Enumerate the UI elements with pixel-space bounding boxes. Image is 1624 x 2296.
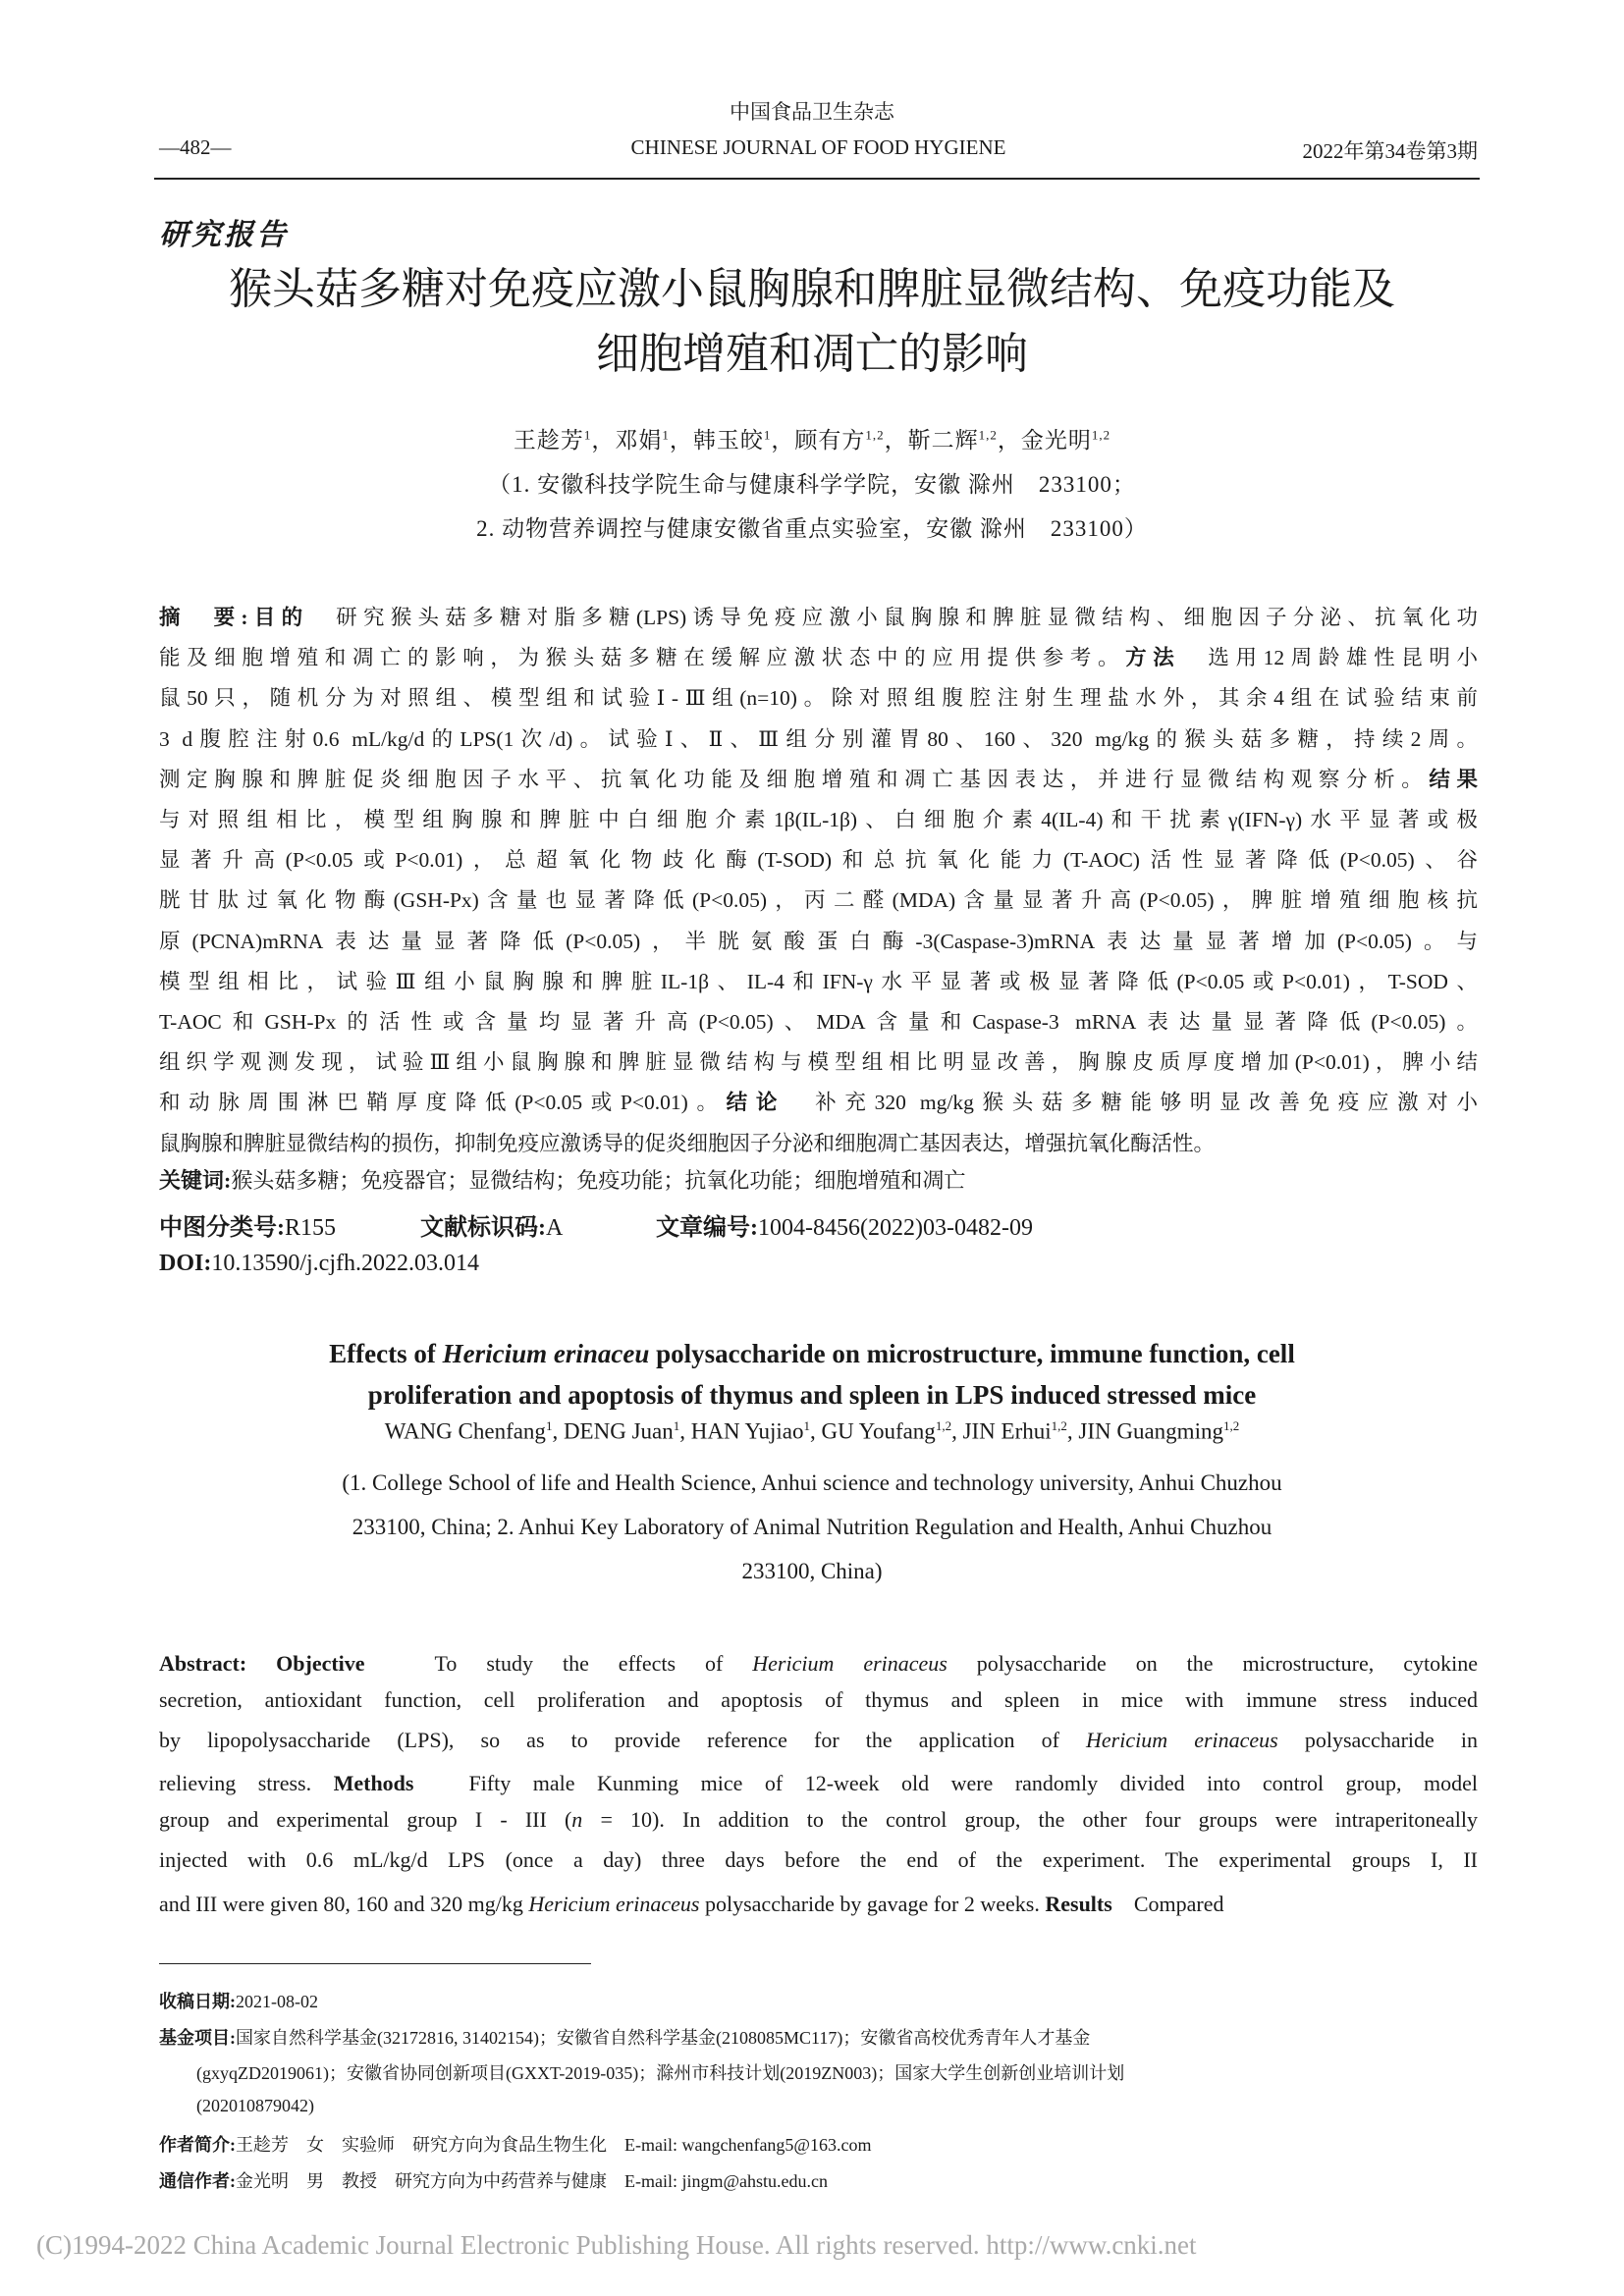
abstract-text: To study the effects of (364, 1651, 753, 1676)
abstract-text: 选用12周龄雄性昆明小 (1180, 646, 1478, 670)
doc-code-label: 文献标识码: (420, 1215, 547, 1241)
author-name: JIN Erhui (962, 1418, 1052, 1444)
english-author-list (0, 1418, 1624, 1445)
author-affiliation-mark: 1,2 (1222, 1418, 1240, 1433)
separator: , (552, 1418, 564, 1444)
footnote-line (159, 1988, 318, 2013)
abstract-heading: 摘 要:目的 (159, 606, 309, 629)
footnote-line (159, 2131, 872, 2157)
header-rule (154, 178, 1480, 180)
page-number: —482— (159, 135, 232, 159)
doi (159, 1251, 479, 1277)
abstract-text: 与对照组相比，模型组胸腺和脾脏中白细胞介素1β(IL-1β)、白细胞介素4(IL-4)和干扰素γ(IFN-γ)水平显著或极 (159, 808, 1478, 831)
keywords (159, 1164, 965, 1195)
footnote-text: 王趁芳 女 实验师 研究方向为食品生物生化 E-mail: wangchenfang5@163.com (236, 2135, 872, 2155)
abstract-text: 和动脉周围淋巴鞘厚度降低(P<0.05或P<0.01)。 (159, 1091, 727, 1115)
abstract-line (159, 1767, 1478, 1797)
doc-code-value: A (546, 1215, 563, 1241)
abstract-text: by lipopolysaccharide (LPS), so as to provide reference for the application of (159, 1727, 1087, 1752)
abstract-line (159, 1045, 1478, 1076)
abstract-text: 胱甘肽过氧化物酶(GSH-Px)含量也显著降低(P<0.05)，丙二醛(MDA)含量显著升高(P<0.05)，脾脏增殖细胞核抗 (159, 888, 1478, 913)
separator: , (810, 1418, 822, 1444)
abstract-line (159, 1127, 1478, 1157)
abstract-heading: Results (1045, 1891, 1112, 1916)
footnote-line (159, 2167, 828, 2193)
abstract-text: group and experimental group I - III ( (159, 1807, 572, 1833)
affiliation-line-2: 2. 动物营养调控与健康安徽省重点实验室，安徽 滁州 233100） (476, 516, 1148, 541)
footnote-line (196, 2096, 314, 2116)
doi-value[interactable]: 10.13590/j.cjfh.2022.03.014 (211, 1251, 479, 1276)
author-name: 金光明 (1020, 428, 1092, 453)
abstract-line (159, 1687, 1478, 1713)
en-title-text: Effects of (329, 1339, 443, 1368)
author-name: WANG Chenfang (384, 1418, 546, 1444)
footnote-label: 基金项目: (159, 2027, 236, 2048)
separator: , (1066, 1418, 1079, 1444)
abstract-heading: 方法 (1125, 646, 1181, 670)
abstract-line (159, 1847, 1478, 1873)
clc-label: 中图分类号: (159, 1215, 285, 1241)
abstract-text: 研究猴头菇多糖对脂多糖(LPS)诱导免疫应激小鼠胸腺和脾脏显微结构、细胞因子分泌、抗氧化功 (308, 606, 1478, 629)
footnote-line (159, 2024, 1090, 2050)
abstract-text: 原(PCNA)mRNA表达量显著降低(P<0.05)，半胱氨酸蛋白酶-3(Caspase-3)mRNA表达量显著增加(P<0.05)。与 (159, 929, 1478, 953)
author-affiliation-mark: 1 (803, 1418, 811, 1433)
abstract-line (159, 722, 1478, 753)
abstract-line (159, 601, 1478, 631)
author-name: 靳二辉 (907, 428, 979, 453)
abstract-text: polysaccharide in (1277, 1727, 1478, 1752)
author-name: 王趁芳 (513, 428, 584, 453)
author-affiliation-mark: 1,2 (1051, 1418, 1067, 1433)
footnote-text: (gxyqZD2019061)；安徽省协同创新项目(GXXT-2019-035)；滁州市科技计划(2019ZN003)；国家大学生创新创业培训计划 (196, 2063, 1125, 2083)
abstract-line (159, 763, 1478, 793)
english-affiliation-line-1: (1. College School of life and Health Science, Anhui science and technology university, Anhui Chuzhou (342, 1470, 1282, 1495)
abstract-heading: Objective (276, 1651, 365, 1676)
abstract-text: and III were given 80, 160 and 320 mg/kg (159, 1891, 529, 1916)
abstract-heading: 结果 (1429, 767, 1478, 791)
abstract-heading: Methods (333, 1771, 414, 1796)
journal-name-cn: 中国食品卫生杂志 (730, 100, 894, 124)
en-title-text: polysaccharide on microstructure, immune function, cell (649, 1339, 1295, 1368)
abstract-heading: Abstract: (159, 1651, 277, 1676)
abstract-text: relieving stress. (159, 1771, 334, 1796)
abstract-line (159, 925, 1478, 955)
separator: ， (591, 428, 616, 453)
abstract-line (159, 803, 1478, 833)
author-affiliation-mark: 1 (673, 1418, 680, 1433)
abstract-text: injected with 0.6 mL/kg/d LPS (once a day) three days before the end of the experiment. The experimental groups I, II (159, 1847, 1478, 1872)
abstract-text: Fifty male Kunming mice of 12-week old were randomly divided into control group, model (413, 1771, 1478, 1796)
footnote-text: 金光明 男 教授 研究方向为中药营养与健康 E-mail: jingm@ahstu.edu.cn (236, 2170, 829, 2191)
abstract-line (159, 1005, 1478, 1036)
abstract-text: Compared (1111, 1891, 1224, 1916)
author-affiliation-mark: 1 (763, 427, 772, 443)
author-list (0, 422, 1624, 454)
author-affiliation-mark: 1 (583, 427, 592, 443)
article-no-label: 文章编号: (656, 1215, 759, 1241)
abstract-text: secretion, antioxidant function, cell proliferation and apoptosis of thymus and spleen in mice with immune stress induced (159, 1686, 1478, 1712)
keywords-value: 猴头菇多糖；免疫器官；显微结构；免疫功能；抗氧化功能；细胞增殖和凋亡 (231, 1168, 966, 1193)
separator: ， (884, 428, 908, 453)
author-name: GU Youfang (821, 1418, 936, 1444)
footnote-text: 2021-08-02 (236, 1992, 318, 2011)
author-name: 韩玉皎 (692, 428, 764, 453)
issue-info: 2022年第34卷第3期 (1302, 139, 1478, 163)
clc-value: R155 (285, 1215, 337, 1241)
title-line-1: 猴头菇多糖对免疫应激小鼠胸腺和脾脏显微结构、免疫功能及 (229, 265, 1395, 313)
abstract-text: 鼠胸腺和脾脏显微结构的损伤，抑制免疫应激诱导的促炎细胞因子分泌和细胞凋亡基因表达，增强抗氧化酶活性。 (159, 1131, 1216, 1155)
abstract-text: polysaccharide on the microstructure, cytokine (947, 1651, 1478, 1676)
footnote-label: 通信作者: (159, 2170, 236, 2191)
abstract-line (159, 843, 1478, 874)
abstract-text: 补充320 mg/kg猴头菇多糖能够明显改善免疫应激对小 (785, 1091, 1478, 1115)
article-no-value: 1004-8456(2022)03-0482-09 (758, 1215, 1033, 1241)
footnote-label: 作者简介: (159, 2135, 236, 2155)
abstract-line (159, 1888, 1478, 1918)
author-affiliation-mark: 1,2 (935, 1418, 952, 1433)
english-title-line-1 (0, 1339, 1624, 1369)
abstract-text: Hericium erinaceus (528, 1891, 700, 1916)
abstract-heading: 结论 (726, 1091, 786, 1115)
footnote-rule (159, 1963, 591, 1964)
author-affiliation-mark: 1,2 (865, 427, 885, 443)
affiliation-line-1: （1. 安徽科技学院生命与健康科学学院，安徽 滁州 233100； (488, 472, 1136, 497)
footnote-label: 收稿日期: (159, 1992, 236, 2011)
abstract-text: polysaccharide by gavage for 2 weeks. (699, 1891, 1046, 1916)
abstract-text: T-AOC和GSH-Px的活性或含量均显著升高(P<0.05)、MDA含量和Caspase-3 mRNA表达量显著降低(P<0.05)。 (159, 1010, 1478, 1034)
author-affiliation-mark: 1,2 (1091, 427, 1111, 443)
abstract-text: 测定胸腺和脾脏促炎细胞因子水平、抗氧化功能及细胞增殖和凋亡基因表达，并进行显微结构观察分析。 (159, 767, 1430, 791)
copyright-watermark: (C)1994-2022 China Academic Journal Electronic Publishing House. All rights reserved. http://www.cnki.net (36, 2230, 1197, 2260)
separator: ， (669, 428, 693, 453)
footnote-text: 国家自然科学基金(32172816, 31402154)；安徽省自然科学基金(2108085MC117)；安徽省高校优秀青年人才基金 (236, 2027, 1091, 2048)
journal-name-en: CHINESE JOURNAL OF FOOD HYGIENE (630, 135, 1006, 159)
author-name: HAN Yujiao (690, 1418, 804, 1444)
doi-label: DOI: (159, 1251, 212, 1276)
author-name: JIN Guangming (1078, 1418, 1223, 1444)
abstract-text: 鼠50只，随机分为对照组、模型组和试验Ⅰ-Ⅲ组(n=10)。除对照组腹腔注射生理盐水外，其余4组在试验结束前 (159, 686, 1478, 711)
author-name: 顾有方 (794, 428, 866, 453)
separator: , (951, 1418, 963, 1444)
english-affiliation-line-2: 233100, China; 2. Anhui Key Laboratory of Animal Nutrition Regulation and Health, Anhui Chuzhou (352, 1515, 1272, 1539)
abstract-line (159, 1728, 1478, 1753)
english-title-line-2: proliferation and apoptosis of thymus and spleen in LPS induced stressed mice (367, 1380, 1257, 1410)
separator: ， (997, 428, 1021, 453)
abstract-text: Hericium erinaceus (752, 1651, 947, 1676)
author-affiliation-mark: 1,2 (978, 427, 998, 443)
abstract-line (159, 1086, 1478, 1116)
author-name: 邓娟 (615, 428, 663, 453)
section-label: 研究报告 (159, 219, 289, 251)
abstract-text: n (571, 1807, 583, 1833)
separator: , (679, 1418, 691, 1444)
abstract-line (159, 641, 1478, 671)
abstract-text: 能及细胞增殖和凋亡的影响，为猴头菇多糖在缓解应激状态中的应用提供参考。 (159, 646, 1126, 670)
abstract-text: 模型组相比，试验Ⅲ组小鼠胸腺和脾脏IL-1β、IL-4和IFN-γ水平显著或极显著降低(P<0.05或P<0.01)，T-SOD、 (159, 969, 1478, 993)
abstract-text: 显著升高(P<0.05或P<0.01)，总超氧化物歧化酶(T-SOD)和总抗氧化能力(T-AOC)活性显著降低(P<0.05)、谷 (159, 848, 1478, 873)
keywords-label: 关键词: (159, 1168, 232, 1193)
abstract-line (159, 1807, 1478, 1833)
author-name: DENG Juan (563, 1418, 674, 1444)
abstract-text: Hericium erinaceus (1086, 1727, 1278, 1752)
separator: ， (771, 428, 795, 453)
author-affiliation-mark: 1 (662, 427, 670, 443)
footnote-line (196, 2059, 1124, 2085)
abstract-text: 3 d腹腔注射0.6 mL/kg/d的LPS(1次/d)。试验Ⅰ、Ⅱ、Ⅲ组分别灌胃80、160、320 mg/kg的猴头菇多糖，持续2周。 (159, 726, 1478, 751)
english-affiliation-line-3: 233100, China) (741, 1559, 883, 1583)
footnote-text: (202010879042) (196, 2095, 314, 2115)
abstract-text: = 10). In addition to the control group, the other four groups were intraperitoneally (582, 1807, 1478, 1833)
abstract-line (159, 681, 1478, 712)
abstract-line (159, 883, 1478, 914)
abstract-line (159, 1647, 1478, 1678)
abstract-text: 组织学观测发现，试验Ⅲ组小鼠胸腺和脾脏显微结构与模型组相比明显改善，胸腺皮质厚度增加(P<0.01)，脾小结 (159, 1050, 1478, 1075)
title-line-2: 细胞增殖和凋亡的影响 (596, 330, 1028, 378)
en-title-species: Hericium erinaceu (442, 1339, 650, 1368)
abstract-line (159, 965, 1478, 995)
classification (159, 1207, 1033, 1242)
author-affiliation-mark: 1 (545, 1418, 553, 1433)
